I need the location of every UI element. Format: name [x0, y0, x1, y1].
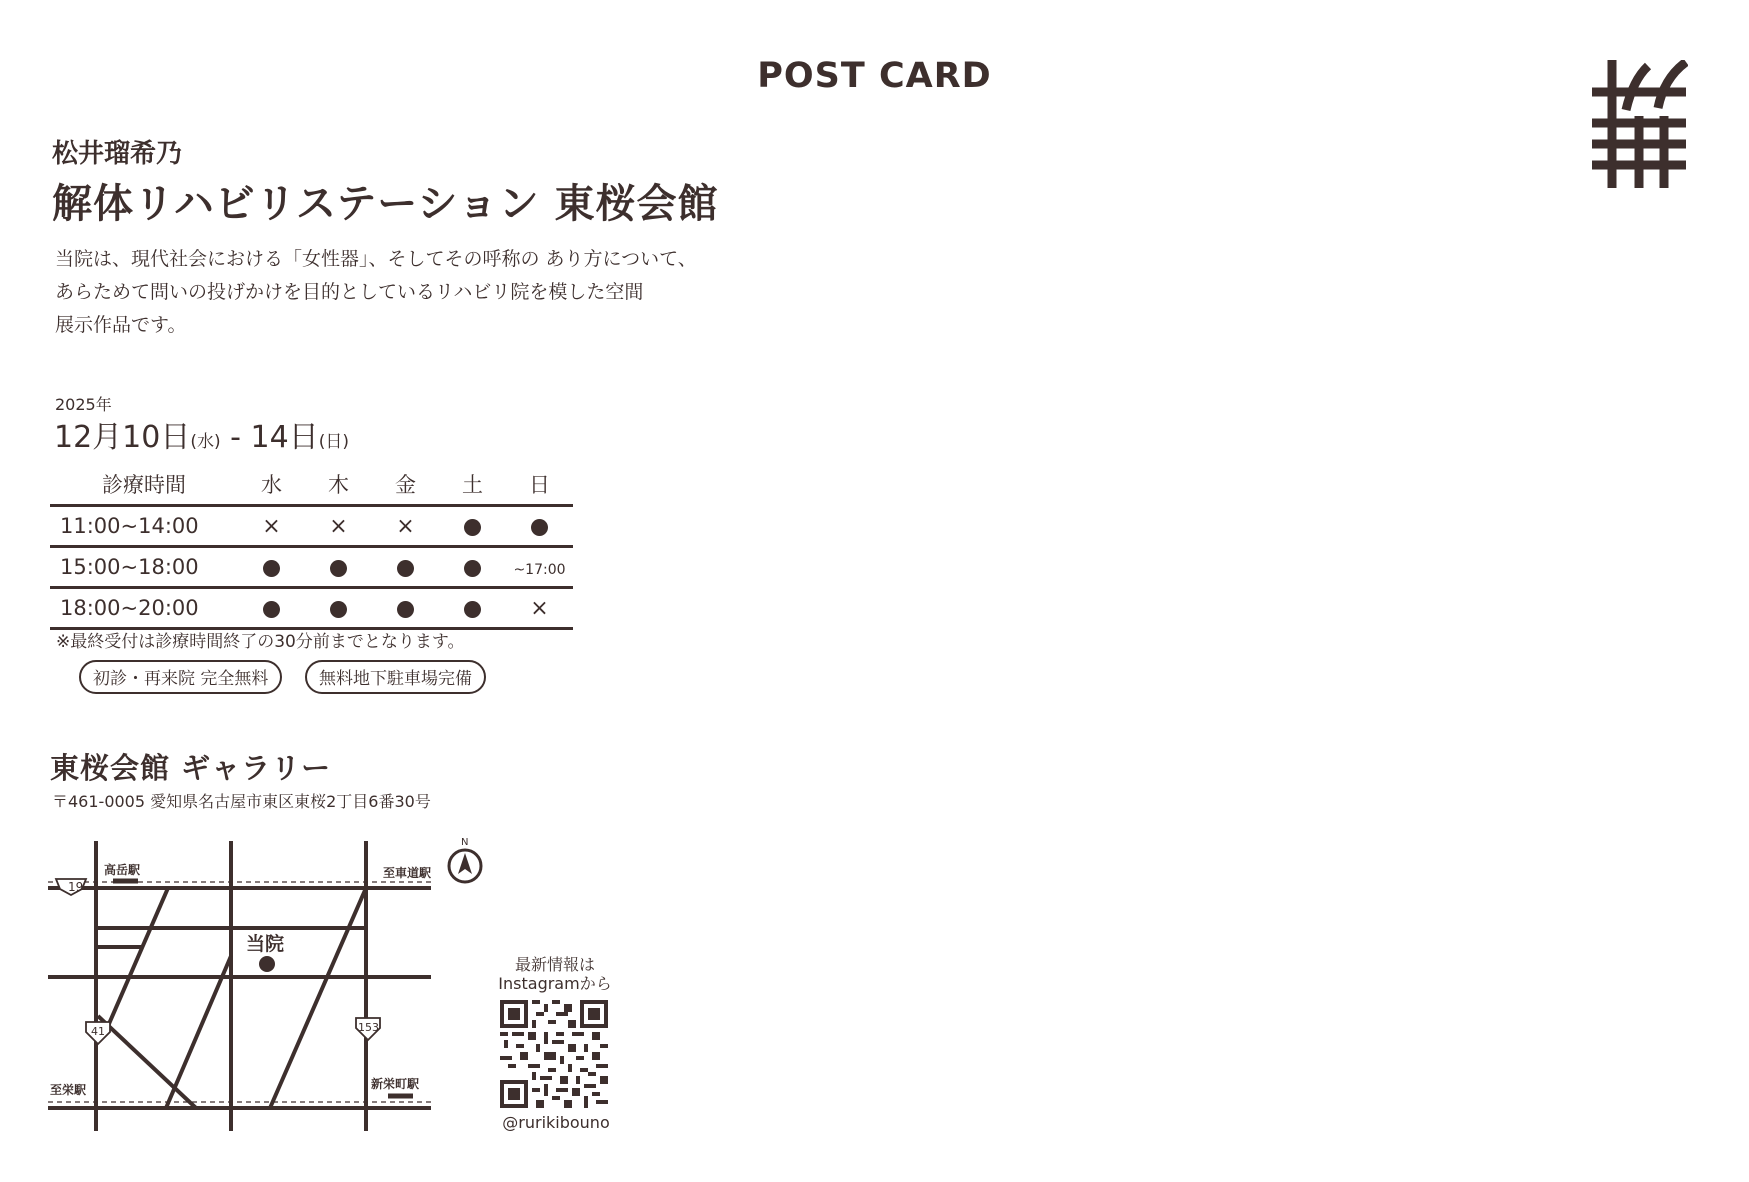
schedule-time-slot: 18:00~20:00 [50, 588, 238, 629]
open-dot-icon [330, 601, 347, 618]
to-kurumamichi-label: 至車道駅 [383, 866, 432, 880]
exhibition-title: 解体リハビリステーション 東桜会館 [52, 181, 719, 227]
date-range [54, 412, 349, 456]
schedule-cell [305, 506, 372, 547]
description [55, 243, 697, 342]
to-sakae-label: 至栄駅 [50, 1083, 87, 1097]
instagram-note [490, 955, 620, 993]
date-separator: - [230, 420, 241, 455]
parking-badge: 無料地下駐車場完備 [305, 660, 486, 694]
schedule-cell [506, 547, 573, 588]
closing-time-note: ~17:00 [513, 562, 566, 578]
free-consultation-badge: 初診・再来院 完全無料 [79, 660, 282, 694]
schedule-time-slot: 15:00~18:00 [50, 547, 238, 588]
schedule-cell [305, 547, 372, 588]
open-dot-icon [397, 601, 414, 618]
closed-cross-mark: × [396, 513, 415, 539]
open-dot-icon [464, 519, 481, 536]
schedule-row [50, 506, 573, 547]
artist-name: 松井瑠希乃 [52, 139, 183, 169]
end-weekday: (日) [318, 432, 349, 452]
open-dot-icon [263, 601, 280, 618]
schedule-header-day: 水 [261, 473, 282, 497]
schedule-header-day: 土 [462, 473, 483, 497]
schedule-cell [439, 588, 506, 629]
description-line: あらためて問いの投げかけを目的としているリハビリ院を模した空間 [55, 281, 644, 303]
takaoka-station-label: 高岳駅 [104, 863, 141, 877]
route-19-label: 19 [68, 880, 84, 894]
schedule-cell [305, 588, 372, 629]
start-date: 12月10日 [54, 420, 191, 455]
schedule-cell [439, 506, 506, 547]
schedule-cell [238, 506, 305, 547]
schedule-cell [506, 506, 573, 547]
shinsakaemachi-station-label: 新栄町駅 [371, 1077, 420, 1091]
schedule-header-day: 日 [529, 473, 550, 497]
year: 2025年 [55, 395, 112, 414]
schedule-header-hours: 診療時間 [102, 473, 186, 497]
open-dot-icon [531, 519, 548, 536]
open-dot-icon [397, 560, 414, 577]
schedule-table [50, 464, 573, 630]
description-line: 当院は、現代社会における「女性器」、そしてその呼称の あり方について、 [55, 248, 697, 270]
location-marker [259, 956, 275, 972]
venue-address: 〒461-0005 愛知県名古屋市東区東桜2丁目6番30号 [52, 792, 431, 811]
schedule-header-day: 木 [328, 473, 349, 497]
instagram-note-line: Instagramから [498, 974, 612, 993]
route-41-label: 41 [91, 1025, 105, 1038]
schedule-cell [372, 506, 439, 547]
here-label: 当院 [246, 933, 285, 955]
description-line: 展示作品です。 [55, 314, 187, 336]
schedule-cell [506, 588, 573, 629]
open-dot-icon [464, 601, 481, 618]
route-153-label: 153 [358, 1021, 379, 1034]
open-dot-icon [464, 560, 481, 577]
schedule-row [50, 588, 573, 629]
schedule-header-day: 金 [395, 473, 416, 497]
instagram-qr-code-icon[interactable] [500, 1000, 608, 1108]
closed-cross-mark: × [530, 595, 549, 621]
access-map [48, 836, 488, 1136]
schedule-cell [439, 547, 506, 588]
post-card-title: POST CARD [757, 56, 992, 96]
schedule-header-row [50, 464, 573, 506]
instagram-note-line: 最新情報は [514, 955, 595, 974]
gallery-logo-icon [1588, 60, 1688, 188]
venue-name: 東桜会館 ギャラリー [50, 751, 332, 785]
schedule-row [50, 547, 573, 588]
schedule-cell [372, 547, 439, 588]
closed-cross-mark: × [329, 513, 348, 539]
schedule-time-slot: 11:00~14:00 [50, 506, 238, 547]
schedule-cell [238, 588, 305, 629]
end-date: 14日 [250, 420, 319, 455]
reception-note: ※最終受付は診療時間終了の30分前までとなります。 [56, 632, 465, 652]
start-weekday: (水) [190, 432, 221, 452]
open-dot-icon [263, 560, 280, 577]
open-dot-icon [330, 560, 347, 577]
schedule-cell [372, 588, 439, 629]
instagram-handle[interactable]: @rurikibouno [502, 1113, 610, 1132]
closed-cross-mark: × [262, 513, 281, 539]
north-label: N [461, 837, 469, 848]
schedule-cell [238, 547, 305, 588]
